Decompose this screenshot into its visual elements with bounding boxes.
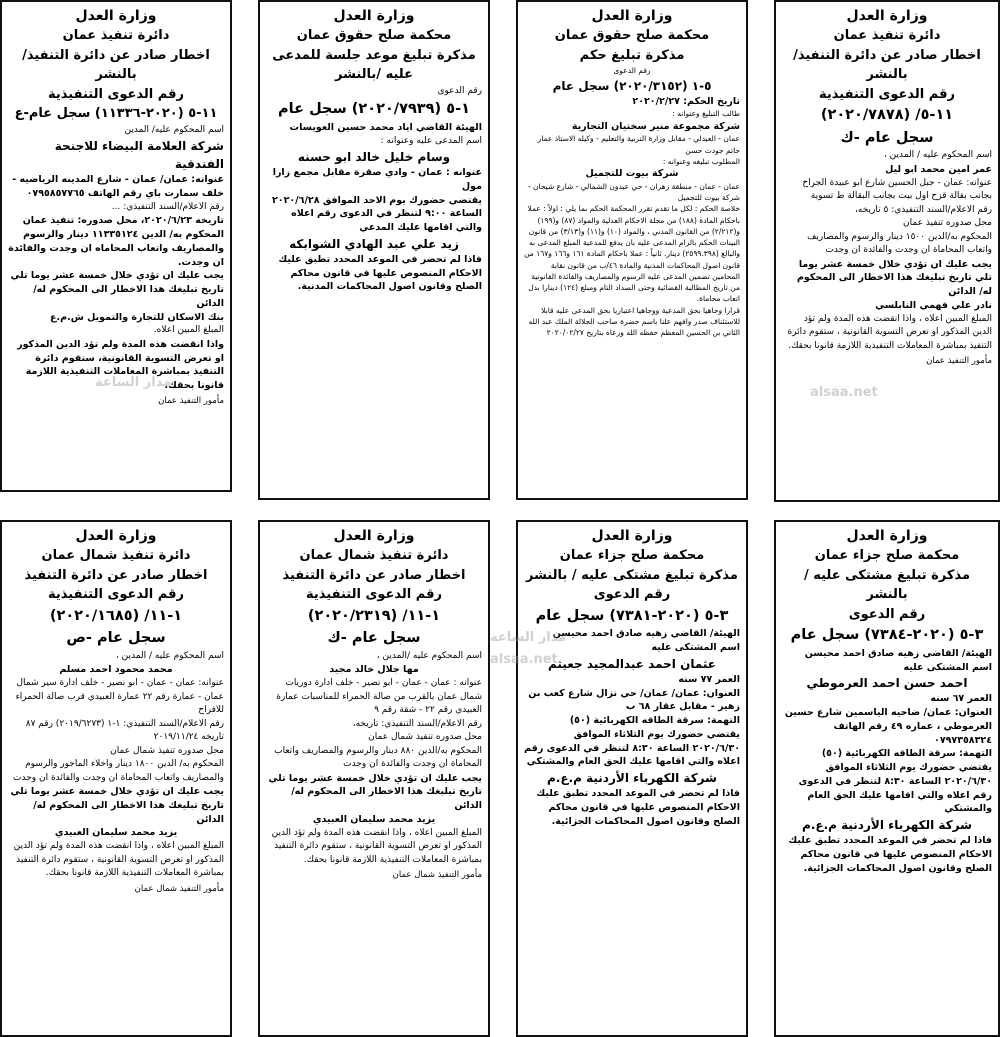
ministry-title: وزارة العدل (591, 8, 673, 24)
court-name: محكمة صلح جزاء عمان (814, 548, 960, 564)
ministry-title: وزارة العدل (75, 8, 157, 24)
case-number: ١١-٥ (٢٠٢٠-١١٣٣٦) سجل عام-ع (14, 106, 218, 122)
case-number: ٣-٥ (٢٠٢٠-٧٣٨١) سجل عام (535, 607, 729, 624)
case-suffix: سجل عام -ك (327, 630, 421, 647)
requester-label: طالب التبليغ وعنوانه : (672, 109, 740, 119)
amount: المحكوم به/ الدين ١٨٠٠ دينار واخلاء الماجور والرسوم والمصاريف واتعاب المحاماة ان وجدت والفائدة ان وجدت (13, 759, 224, 783)
footer-signature: مأمور التنفيذ شمال عمان (392, 870, 482, 881)
judge: الهيئة/ القاضي زهيه صادق احمد محيسن (552, 628, 740, 640)
reference: رقم الاعلام/السند التنفيذي: ... (111, 201, 224, 212)
defendant-label: اسم المدعى عليه وعنوانه : (380, 135, 482, 146)
address: العنوان: عمان/ ضاحيه الياسمين شارع حسين العرموطي ، عماره ٤٩ رقم الهاتف ٠٧٩٧٣٥٨٣٢٤ (784, 707, 992, 746)
watermark: alsaa.net (490, 652, 558, 667)
defendant-name: احمد حسن احمد العرموطي (806, 676, 968, 691)
defendant-label: اسم المشتكى عليه (651, 642, 740, 654)
defendant-label: اسم المحكوم عليه / المدين ، (115, 650, 224, 661)
requester-name: شركة مجموعة منير سختيان التجارية (571, 120, 740, 132)
defendant-name: مها جلال خالد مجيد (329, 664, 419, 676)
served-name: شركة بيوت للتجميل (585, 168, 679, 180)
closing-text: فاذا لم تحضر في الموعد المحدد تطبق عليك الاحكام المنصوص عليها في قانون محاكم الصلح وقانون اصول المحاكمات الجزائية. (536, 788, 740, 827)
notice-type: اخطار صادر عن دائرة التنفيذ/بالنشر (793, 47, 981, 83)
defendant-name: شركة العلامة البيضاء للاجنحة الفندقية (54, 139, 224, 172)
judgment-summary: خلاصة الحكم : لكل ما تقدم تقرر المحكمة الحكم بما يلي : اولاً : عملا باحكام المادة (١٨٨) من مجلة الاحكام العدلية والمواد (٨٧) و(١٩٩) و(٢/٢١٢) من القانون المدني ، والمواد (١٠) و(١١) و(٣/١٣) من قانون البينات الحكم بالزام المدعى عليه بان يدفع للمدعية المبلغ المدعى به والبالغ (٢٥٩٩.٣٩٨) دينار. ثانياً : عملا باحكام المادة ١٦١ و١٦٦ و١٦٧ من قانون اصول المحاكمات المدنية والمادة ٤٦/ب من قانون نقابة المحامين تضمين المدعى عليه الرسوم والمصاريف والفائدة القانونية من تاريخ المطالبة القضائية وحتى السداد التام ومبلغ (١٢٤) دينارا بدل اتعاب محاماة. (524, 204, 740, 304)
charge: التهمة: سرقة الطاقه الكهربائية (٥٠) (821, 748, 992, 760)
case-label: رقم الدعوى التنفيذية (819, 86, 955, 102)
body-text: يجب عليك ان تؤدي خلال خمسة عشر يوما تلي تاريخ تبليغك هذا الاخطار الى المحكوم له/ الدائن (796, 258, 992, 298)
ministry-title: وزارة العدل (333, 8, 415, 24)
notice-bottom-right (774, 520, 1000, 1037)
body-text: يجب عليك ان تؤدي خلال خمسة عشر يوما تلي تاريخ تبليغك هذا الاخطار الى المحكوم له/ الدائن (10, 270, 224, 309)
case-number: ٣-٥ (٢٠٢٠-٧٣٨٤) سجل عام (790, 627, 984, 644)
ministry-title: وزارة العدل (591, 528, 673, 544)
date-line: تاريخه ٢٠٢٠/٦/٢٣، محل صدوره: تنفيذ عمان (22, 215, 224, 227)
notice-bottom-mid-left (258, 520, 490, 1037)
notice-type: مذكرة تبليغ مشتكى عليه / بالنشر (803, 567, 971, 603)
amount: المحكوم به/الدين ٨٨٠ دينار والرسوم والمصاريف واتعاب المحاماة ان وجدت والفائدة ان وجدت (274, 745, 482, 769)
case-label: رقم الدعوى التنفيذية (48, 86, 184, 102)
ministry-title: وزارة العدل (846, 8, 928, 24)
notice-type: مذكرة تبليغ مشتكى عليه / بالنشر (526, 567, 738, 583)
case-label: رقم الدعوى (848, 606, 926, 622)
address: عنوانه: عمان/ عمان - شارع المدينه الرياضيه - خلف سمارت باي رقم الهاتف ٠٧٩٥٨٥٧٧٦٥ (12, 174, 224, 200)
notice-top-mid-left (258, 0, 490, 500)
notice-top-right (774, 0, 1000, 502)
reference: رقم الاعلام/السند التنفيذي: تاريخه، (352, 718, 482, 729)
judge: الهيئة/ القاضي زهيه صادق احمد محيسن (804, 647, 992, 659)
defendant-name: محمد محمود احمد مسلم (59, 664, 173, 676)
address: عنوانه: عمان - عمان - ابو نصير - خلف ادارة سير شمال عمان - عمارة رقم ٢٢ عمارة العبيدي قرب صالة الحمراء للافراح (15, 678, 224, 715)
footer-signature: مأمور التنفيذ عمان (926, 356, 992, 367)
court-name: محكمة صلح حقوق عمان (554, 28, 710, 44)
case-suffix: سجل عام -ك (840, 129, 934, 146)
department-name: دائرة تنفيذ شمال عمان (41, 548, 191, 564)
defendant-name: وسام خليل خالد ابو حسنه (297, 150, 451, 165)
case-number: ١-١١/ (٢٠٢٠/١٦٨٥) (49, 607, 183, 624)
case-label: رقم الدعوى التنفيذية (48, 587, 184, 603)
defendant-label: اسم المشتكى عليه (903, 661, 992, 673)
notice-top-left (0, 0, 232, 492)
defendant-label: اسم المحكوم عليه / المدين ، (883, 150, 992, 161)
case-label: رقم الدعوى التنفيذية (306, 587, 442, 603)
address: عنوانه : عمان - وادي صقرة مقابل مجمع زارا مول (272, 167, 482, 192)
defendant-label: اسم المحكوم عليه /المدين ، (376, 650, 482, 661)
requester-address: عمان - العبدلي - مقابل وزارة التربية والتعليم - وكيله الاستاذ عمار حاتم جودت حسن (537, 134, 740, 155)
case-label: رقم الدعوى (437, 85, 482, 96)
ministry-title: وزارة العدل (75, 528, 157, 544)
body-text: يجب عليك ان تؤدي خلال خمسة عشر يوما تلي تاريخ تبليغك هذا الاخطار الى المحكوم له/الدائن (268, 772, 482, 812)
reference: رقم الاعلام/السند التنفيذي: ١-١ (٢٠١٩/٦٢٧٣) رقم ٨٧ تاريخه ٢٠١٩/١١/٢٤ (25, 718, 224, 742)
judgment-date: تاريخ الحكم: ٢٠٢٠/٢/٢٧ (632, 95, 740, 107)
closing-text: فاذا لم تحضر في الموعد المحدد تطبق عليك الاحكام المنصوص عليها في قانون محاكم الصلح وقانون اصول المحاكمات المدنية. (278, 253, 482, 293)
plaintiff-name: زيد علي عبد الهادي الشوابكه (289, 236, 459, 251)
creditor-name: نادر علي فهمي النابلسي (875, 299, 992, 311)
notice-bottom-left (0, 520, 232, 1037)
notice-type: مذكرة تبليغ حكم (579, 47, 685, 63)
address: عنوانه: عمان - جبل الحسين شارع ابو عبيدة الجراح بجانب بقالة قزح اول بيت بجانب البقالة ط تسوية (802, 177, 992, 201)
creditor-name: يزيد محمد سليمان العبيدي (312, 813, 436, 825)
charge: التهمة: سرقة الطاقه الكهربائية (٥٠) (569, 715, 740, 727)
amount-note: المبلغ المبين اعلاه. (153, 325, 224, 336)
reference: رقم الاعلام/السند التنفيذي: ٥ تاريخه، (855, 204, 992, 215)
judgment-footer: قرارا وجاهيا بحق المدعية ووجاهيا اعتباريا بحق المدعى عليه قابلا للاستئناف صدر وافهم علنا باسم حضرة صاحب الجلالة الملك عبد الله الثاني بن الحسين المعظم حفظه الله ورعاه بتاريخ ٢٠٢٠/٠٢/٢٧ (528, 305, 740, 338)
amount: المحكوم به/ الدين ١١٣٣٥١٢٤ دينار والرسوم والمصاريف واتعاب المحاماه ان وجدت والفائدة ان وجدت. (8, 229, 224, 268)
defendant-name: عثمان احمد عبدالمجيد جعيثم (548, 656, 716, 671)
closing-text: المبلغ المبين اعلاه ، واذا انقضت هذه المدة ولم تؤد الدين المذكور او تعرض التسوية القانونية ، ستقوم دائرة التنفيذ بمباشرة المعاملات التنفيذية اللازمة قانونا بحقك. (787, 313, 992, 351)
court-name: محكمة صلح جزاء عمان (559, 548, 705, 564)
defendant-label: اسم المحكوم عليه/ المدين (124, 124, 224, 135)
defendant-name: عمر امين محمد ابو ليل (885, 163, 992, 175)
issue-place: محل صدوره تنفيذ عمان (903, 218, 992, 228)
watermark: alsaa.net (810, 385, 878, 400)
case-number: ١١-٥/ (٢٠٢٠/٧٨٧٨) (820, 107, 954, 124)
watermark: مدار الساعة (95, 375, 172, 390)
case-suffix: سجل عام -ص (66, 630, 166, 647)
defendant-age: العمر ٦٧ سنه (930, 693, 992, 705)
issue-place: محل صدوره تنفيذ شمال عمان (110, 745, 224, 756)
body-text: يقتضي حضورك يوم الثلاثاء الموافق ٢٠٢٠/٦/٣٠ الساعة ٨:٣٠ لتنظر في الدعوى رقم اعلاه والتي اقامها عليك الحق العام والمشتكي (524, 728, 740, 768)
notice-type: اخطار صادر عن دائرة التنفيذ (24, 567, 208, 583)
creditor-name: يزيد محمد سليمان العبيدي (54, 827, 178, 839)
case-number: ١-١١/ (٢٠٢٠/٢٣١٩) (307, 607, 441, 624)
served-address: عمان - عمان - منطقة زهران - حي عبدون الشمالي - شارع شيحان - شركة بيوت للتجميل (527, 181, 740, 203)
closing-text: فاذا لم تحضر في الموعد المحدد تطبق عليك الاحكام المنصوص عليها في قانون محاكم الصلح وقانون اصول المحاكمات الجزائية. (788, 835, 992, 874)
watermark: مدار الساعة (490, 630, 567, 645)
case-label: رقم الدعوى (613, 66, 651, 76)
complainant-name: شركة الكهرباء الأردنية م.ع.م (802, 818, 972, 833)
address: العنوان: عمان/ عمان/ حي نزال شارع كعب بن زهير - مقابل عقار ٦٨ ب (528, 687, 740, 713)
address: عنوانه : عمان - عمان - ابو نصير - خلف ادارة دوريات شمال عمان بالقرب من صالة الحمراء للمناسبات عمارة العبيدي رقم ٢٢ - شقة رقم ٩ (276, 678, 482, 715)
case-label: رقم الدعوى (593, 587, 671, 603)
notice-top-mid-right (516, 0, 748, 500)
closing-text: المبلغ المبين اعلاه ، واذا انقضت هذه المدة ولم تؤد الدين المذكور او تعرض التسوية القانونية ، ستقوم دائرة التنفيذ بمباشرة المعاملات التنفيذية اللازمة قانونا بحقك. (13, 841, 224, 879)
body-text: يجب عليك ان تؤدي خلال خمسة عشر يوما تلي تاريخ تبليغك هذا الاخطار الى المحكوم له/ الدائن (10, 786, 224, 825)
footer-signature: مأمور التنفيذ عمان (158, 396, 224, 407)
department-name: دائرة تنفيذ عمان (833, 28, 941, 44)
body-text: يقتضي حضورك يوم الاحد الموافق ٢٠٢٠/٦/٢٨ الساعة ٩:٠٠ لتنظر في الدعوى رقم اعلاه والتي اقامها عليك المدعي (271, 194, 482, 234)
department-name: دائرة تنفيذ شمال عمان (299, 548, 449, 564)
ministry-title: وزارة العدل (333, 528, 415, 544)
served-label: المطلوب تبليغه وعنوانه : (662, 156, 740, 166)
case-number: ٥-١ (٢٠٢٠/٣١٥٢) سجل عام (552, 78, 712, 93)
ministry-title: وزارة العدل (846, 528, 928, 544)
notice-bottom-mid-right (516, 520, 748, 1037)
notice-type: مذكرة تبليغ موعد جلسة للمدعى عليه /بالنشر (272, 47, 476, 83)
department-name: دائرة تنفيذ عمان (62, 28, 170, 44)
court-name: محكمة صلح حقوق عمان (296, 28, 452, 44)
notice-type: اخطار صادر عن دائرة التنفيذ (282, 567, 466, 583)
notice-type: اخطار صادر عن دائرة التنفيذ/بالنشر (22, 47, 210, 83)
closing-text: واذا انقضت هذه المدة ولم تؤد الدين المذكور او تعرض التسوية القانونية، ستقوم دائرة التنفيذ بمباشرة المعاملات التنفيذية اللازمة قانونا بحقك. (17, 338, 224, 392)
case-number: ١-٥ (٢٠٢٠/٧٩٣٩) سجل عام (278, 101, 470, 118)
creditor-name: بنك الاسكان للتجارة والتمويل ش.م.ع (50, 311, 224, 323)
body-text: يقتضي حضورك يوم الثلاثاء الموافق ٢٠٢٠/٦/٣٠ الساعة ٨:٣٠ لتنظر في الدعوى رقم اعلاه والتي اقامها عليك الحق العام والمشتكي (798, 762, 992, 815)
complainant-name: شركة الكهرباء الأردنية م.ع.م (547, 771, 717, 786)
judge: الهيئة القاضي اياد محمد حسين العويسات (289, 121, 482, 133)
defendant-age: العمر ٧٧ سنه (678, 673, 740, 685)
amount: المحكوم به/الدين ١٥٠٠ دينار والرسوم والمصاريف واتعاب المحاماة ان وجدت والفائدة ان وجدت (807, 231, 992, 255)
closing-text: المبلغ المبين اعلاه ، واذا انقضت هذه المدة ولم تؤد الدين المذكور او تعرض التسوية القانونية ، ستقوم دائرة التنفيذ بمباشرة المعاملات التنفيذية اللازمة قانونا بحقك. (271, 827, 482, 865)
footer-signature: مأمور التنفيذ شمال عمان (134, 883, 224, 894)
issue-place: محل صدوره تنفيذ شمال عمان (368, 732, 482, 742)
